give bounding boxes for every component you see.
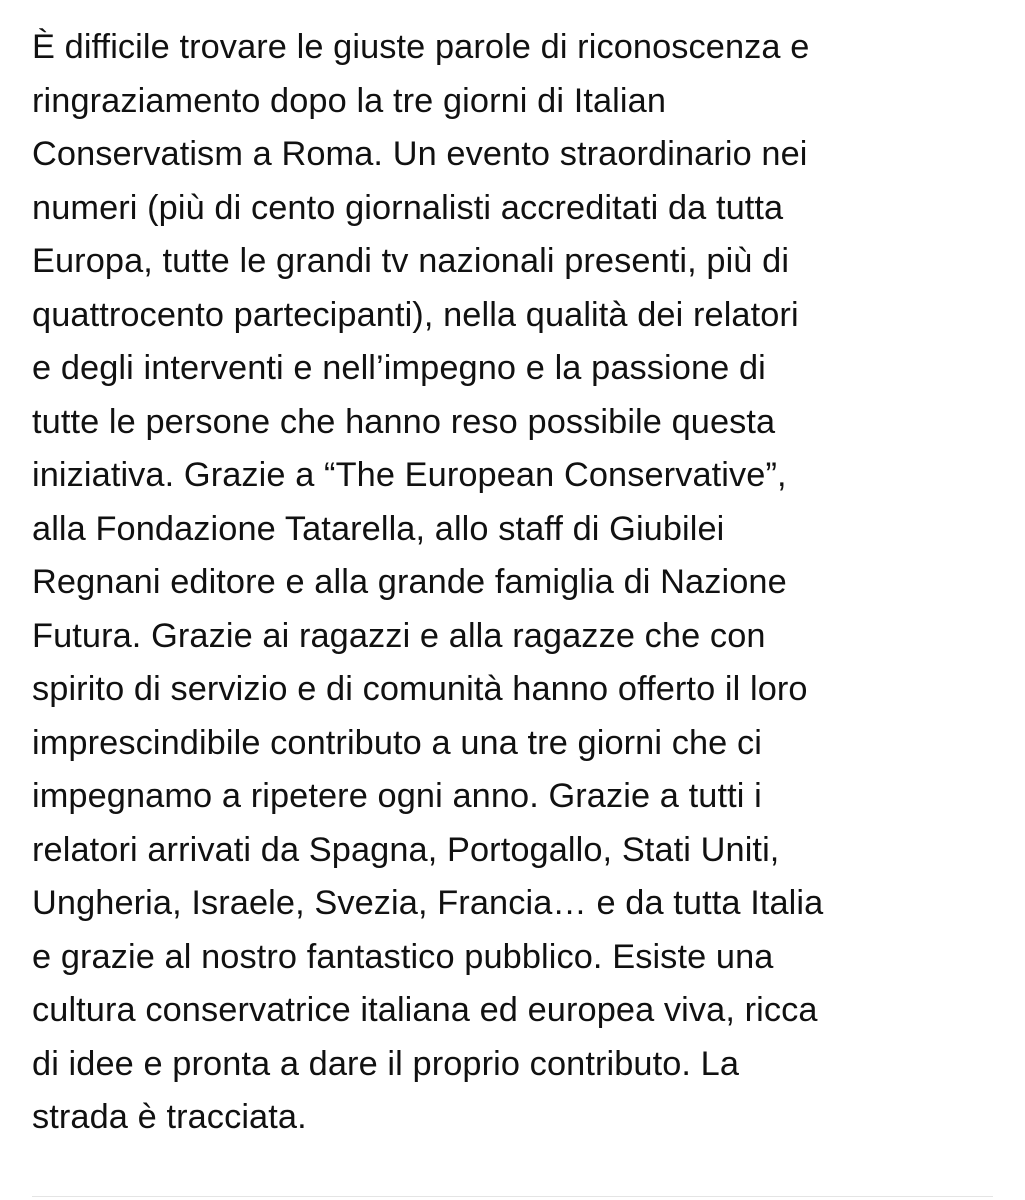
post-text-line: Regnani editore e alla grande famiglia di Nazione [32,563,787,601]
post-text-line: spirito di servizio e di comunità hanno offerto il loro [32,670,808,708]
post-text-line: relatori arrivati da Spagna, Portogallo, Stati Uniti, [32,830,780,869]
post-text-line: tutte le persone che hanno reso possibile questa [32,402,776,441]
post-text-line: È difficile trovare le giuste parole di riconoscenza e [32,28,810,66]
post-text-line: iniziativa. Grazie a “The European Conservative”, [32,456,787,494]
post-text-line: alla Fondazione Tatarella, allo staff di Giubilei [32,509,725,548]
post-text-line: impegnamo a ripetere ogni anno. Grazie a tutti i [32,777,762,815]
post-text-line: imprescindibile contributo a una tre giorni che ci [32,723,762,762]
post-text-line: strada è tracciata. [32,1098,307,1136]
post-body [32,21,1012,1145]
post-text-line: Europa, tutte le grandi tv nazionali presenti, più di [32,242,790,280]
post-text-line: quattrocento partecipanti), nella qualità dei relatori [32,295,799,334]
post-text-line: di idee e pronta a dare il proprio contributo. La [32,1044,740,1083]
post-text-line: Conservatism a Roma. Un evento straordinario nei [32,135,808,173]
post-text-line: Futura. Grazie ai ragazzi e alla ragazze che con [32,616,766,655]
post-text-line: numeri (più di cento giornalisti accreditati da tutta [32,188,784,227]
post-text-line: e grazie al nostro fantastico pubblico. Esiste una [32,937,774,976]
post-text-line: e degli interventi e nell’impegno e la passione di [32,349,766,387]
post-text-line: ringraziamento dopo la tre giorni di Italian [32,81,667,120]
post-text-line: cultura conservatrice italiana ed europea viva, ricca [32,991,818,1029]
post-text-line: Ungheria, Israele, Svezia, Francia… e da tutta Italia [32,884,824,922]
bottom-divider [32,1196,993,1197]
